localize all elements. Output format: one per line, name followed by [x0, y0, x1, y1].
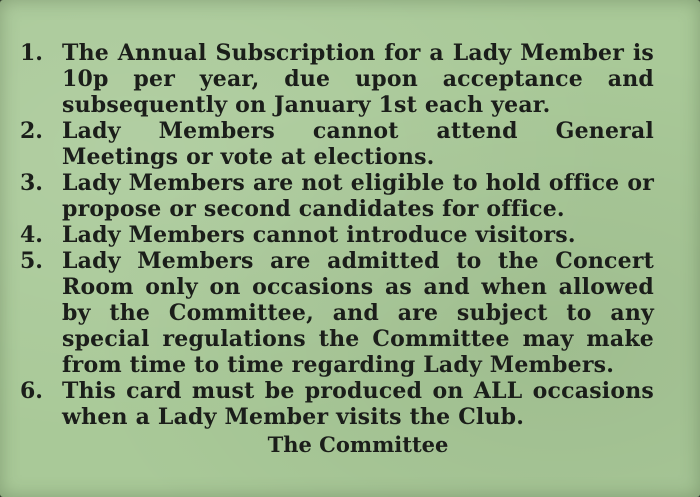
rule-text: Lady Members are not eligible to hold office or propose or second candidates for office.: [62, 170, 654, 222]
rule-text: This card must be produced on ALL occasions when a Lady Member visits the Club.: [62, 378, 654, 430]
rules-list: [0, 40, 654, 430]
rule-text: Lady Members cannot attend General Meetings or vote at elections.: [62, 118, 654, 170]
rule-item-5: [0, 248, 654, 378]
rule-item-1: [0, 40, 654, 118]
signature-text: The Committee: [267, 432, 449, 457]
rule-item-2: [0, 118, 654, 170]
rule-number: 2.: [20, 118, 43, 144]
rule-number: 4.: [20, 222, 43, 248]
committee-signature: [0, 432, 700, 458]
rule-number: 6.: [20, 378, 43, 404]
rule-item-6: [0, 378, 654, 430]
rule-number: 5.: [20, 248, 43, 274]
rule-item-3: [0, 170, 654, 222]
rule-number: 1.: [20, 40, 43, 66]
rule-text: The Annual Subscription for a Lady Member is 10p per year, due upon acceptance and subsequently on January 1st each year.: [62, 40, 654, 118]
rule-text: Lady Members cannot introduce visitors.: [62, 222, 576, 248]
rule-item-4: [0, 222, 592, 248]
rule-number: 3.: [20, 170, 43, 196]
rule-text: Lady Members are admitted to the Concert Room only on occasions as and when allowed by the Committee, and are subject to any special regulations the Committee may make from time to time regarding Lady Members.: [62, 248, 654, 378]
